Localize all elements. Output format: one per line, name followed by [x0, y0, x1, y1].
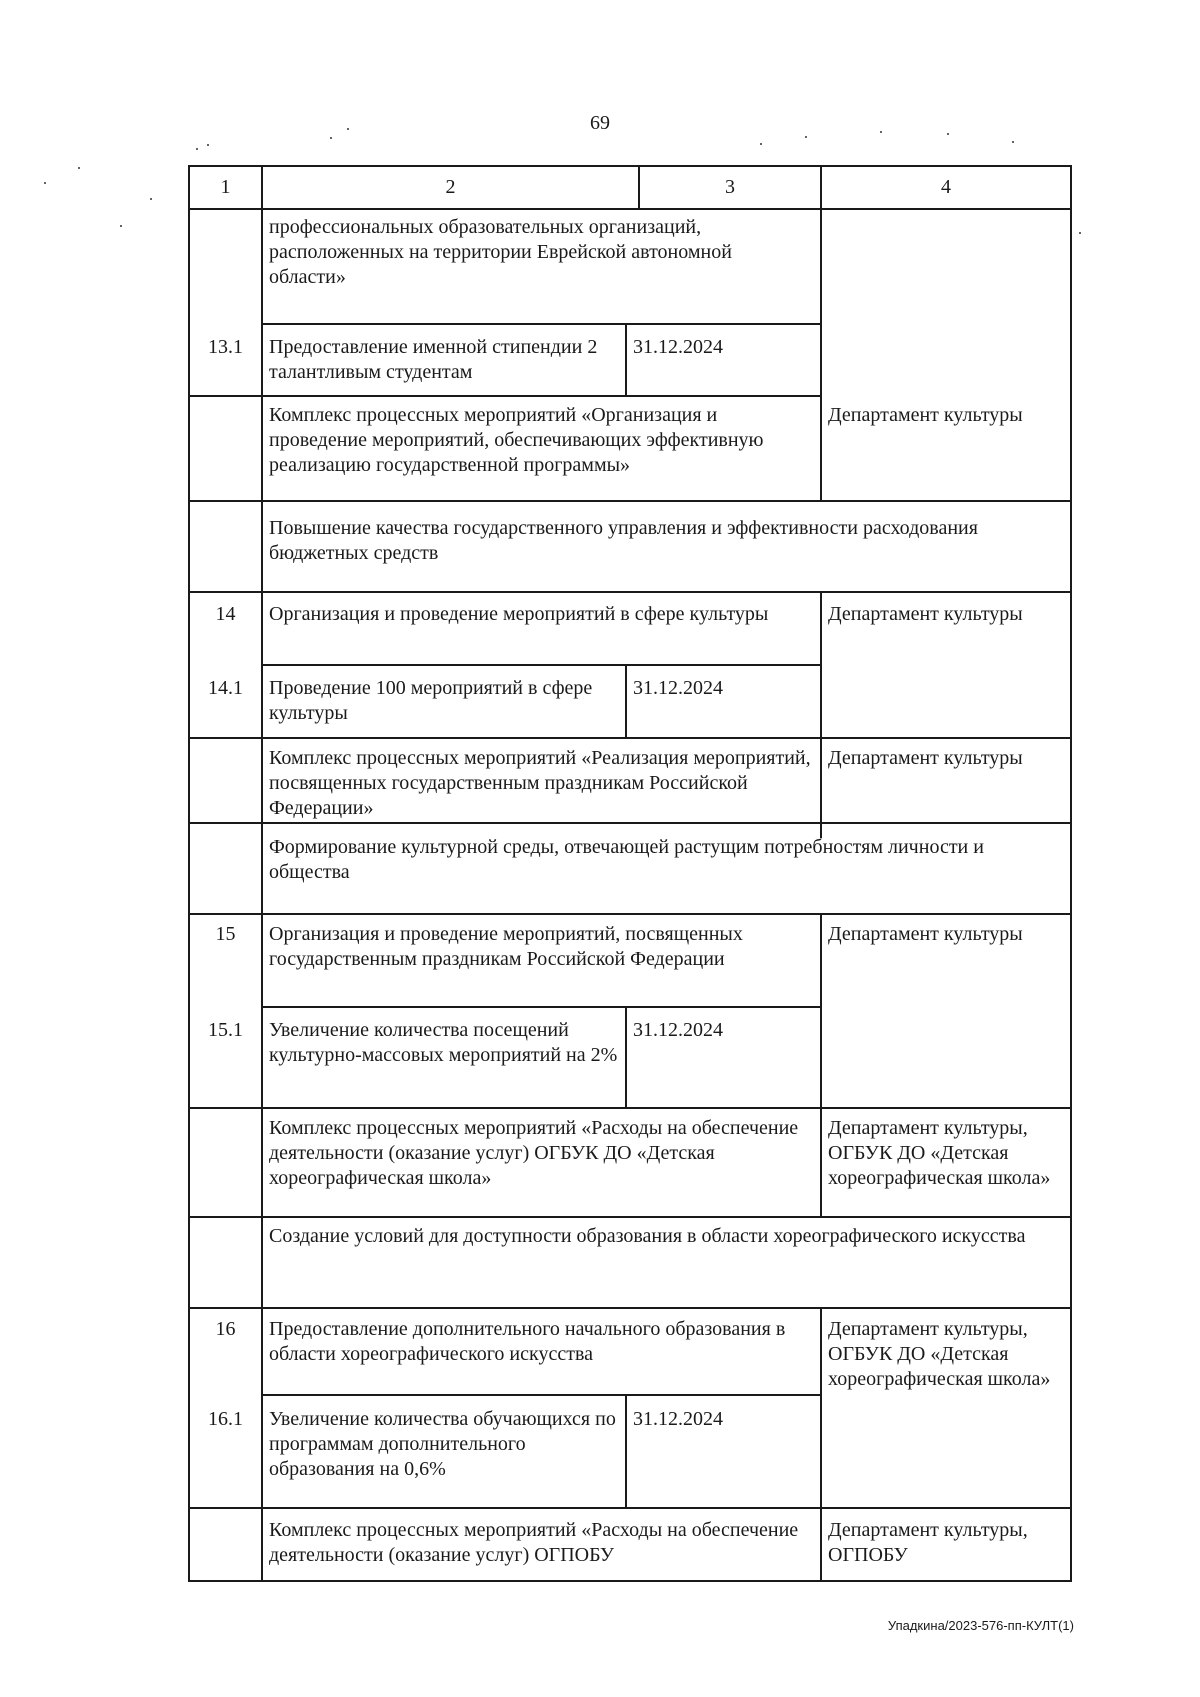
- column-header-4: 4: [941, 176, 951, 198]
- row-text: Создание условий для доступности образования в области хореографического искусства: [269, 1225, 1026, 1247]
- row-number: 16: [215, 1318, 236, 1340]
- row-text: Предоставление дополнительного начального образования в области хореографического искусства: [269, 1318, 786, 1365]
- table-border-right: [1070, 165, 1072, 1582]
- scan-speck: [880, 131, 882, 133]
- date-column-divider: [625, 1395, 627, 1508]
- table-border-left: [188, 165, 190, 1582]
- row-text: Организация и проведение мероприятий, посвященных государственным праздникам Российской Федерации: [269, 923, 743, 970]
- scan-speck: [120, 225, 122, 227]
- row-number: 15.1: [208, 1019, 243, 1041]
- scan-speck: [330, 137, 332, 139]
- row-divider: [261, 1006, 822, 1008]
- scan-speck: [1012, 141, 1014, 143]
- header-row-divider: [188, 208, 1072, 210]
- row-responsible: Департамент культуры, ОГБУК ДО «Детская хореографическая школа»: [828, 1318, 1051, 1390]
- scan-speck: [947, 133, 949, 135]
- scan-speck: [78, 167, 80, 169]
- responsible-column-divider: [820, 1308, 822, 1582]
- row-divider: [188, 822, 1072, 824]
- row-responsible: Департамент культуры: [828, 603, 1023, 625]
- row-number: 13.1: [208, 336, 243, 358]
- row-divider: [188, 500, 1072, 502]
- column-header-2: 2: [445, 176, 456, 198]
- row-divider: [188, 1307, 1072, 1309]
- row-text: Комплекс процессных мероприятий «Организация и проведение мероприятий, обеспечивающих эффективную реализацию государственной программы»: [269, 404, 764, 476]
- row-divider: [188, 395, 822, 397]
- column-header-3: 3: [725, 176, 735, 198]
- responsible-column-divider: [820, 592, 822, 838]
- num-column-divider: [261, 165, 263, 1582]
- table-border-top: [188, 165, 1072, 167]
- row-divider: [188, 591, 1072, 593]
- row-responsible: Департамент культуры, ОГПОБУ: [828, 1519, 1028, 1566]
- row-text: Увеличение количества посещений культурно-массовых мероприятий на 2%: [269, 1019, 618, 1066]
- responsible-column-divider: [820, 165, 822, 501]
- row-text: Комплекс процессных мероприятий «Реализация мероприятий, посвященных государственным праздникам Российской Федерации»: [269, 747, 811, 819]
- scan-speck: [150, 198, 152, 200]
- row-divider: [261, 664, 822, 666]
- scan-speck: [196, 148, 198, 150]
- document-code: Упадкина/2023-576-пп-КУЛТ(1): [887, 1618, 1074, 1633]
- row-text: Комплекс процессных мероприятий «Расходы на обеспечение деятельности (оказание услуг) ОГПОБУ: [269, 1519, 799, 1566]
- row-number: 16.1: [208, 1408, 243, 1430]
- responsible-column-divider: [820, 914, 822, 1217]
- row-number: 14.1: [208, 677, 243, 699]
- row-divider: [188, 1107, 1072, 1109]
- scan-speck: [207, 144, 209, 146]
- row-text: Организация и проведение мероприятий в сфере культуры: [269, 603, 769, 625]
- row-divider: [188, 1507, 1072, 1509]
- scan-speck: [1079, 232, 1081, 234]
- row-divider: [261, 1394, 822, 1396]
- row-responsible: Департамент культуры: [828, 404, 1023, 426]
- row-date: 31.12.2024: [633, 336, 723, 358]
- activities-table: [188, 165, 1072, 1582]
- row-responsible: Департамент культуры, ОГБУК ДО «Детская хореографическая школа»: [828, 1117, 1051, 1189]
- row-date: 31.12.2024: [633, 1408, 723, 1430]
- row-text: Проведение 100 мероприятий в сфере культуры: [269, 677, 593, 724]
- scan-speck: [760, 143, 762, 145]
- scan-speck: [347, 128, 349, 130]
- row-responsible: Департамент культуры: [828, 923, 1023, 945]
- page-number: 69: [590, 112, 610, 134]
- row-text: Формирование культурной среды, отвечающей растущим потребностям личности и общества: [269, 836, 984, 883]
- row-date: 31.12.2024: [633, 677, 723, 699]
- scan-speck: [805, 136, 807, 138]
- date-column-divider: [625, 325, 627, 396]
- row-divider: [261, 323, 822, 325]
- row-text: Увеличение количества обучающихся по программам дополнительного образования на 0,6%: [269, 1408, 616, 1480]
- row-number: 15: [215, 923, 236, 945]
- table-border-bottom: [188, 1580, 1072, 1582]
- date-column-divider: [625, 665, 627, 738]
- row-responsible: Департамент культуры: [828, 747, 1023, 769]
- row-text: профессиональных образовательных организаций, расположенных на территории Еврейской автономной области»: [269, 216, 732, 288]
- row-divider: [188, 1216, 1072, 1218]
- row-text: Повышение качества государственного управления и эффективности расходования бюджетных средств: [269, 517, 978, 564]
- row-divider: [188, 737, 1072, 739]
- row-divider: [188, 913, 1072, 915]
- row-number: 14: [215, 603, 236, 625]
- date-column-divider: [625, 1007, 627, 1108]
- row-text: Комплекс процессных мероприятий «Расходы на обеспечение деятельности (оказание услуг) ОГБУК ДО «Детская хореографическая школа»: [269, 1117, 799, 1189]
- row-date: 31.12.2024: [633, 1019, 723, 1041]
- column-header-1: 1: [220, 176, 231, 198]
- row-text: Предоставление именной стипендии 2 талантливым студентам: [269, 336, 598, 383]
- scan-speck: [44, 182, 46, 184]
